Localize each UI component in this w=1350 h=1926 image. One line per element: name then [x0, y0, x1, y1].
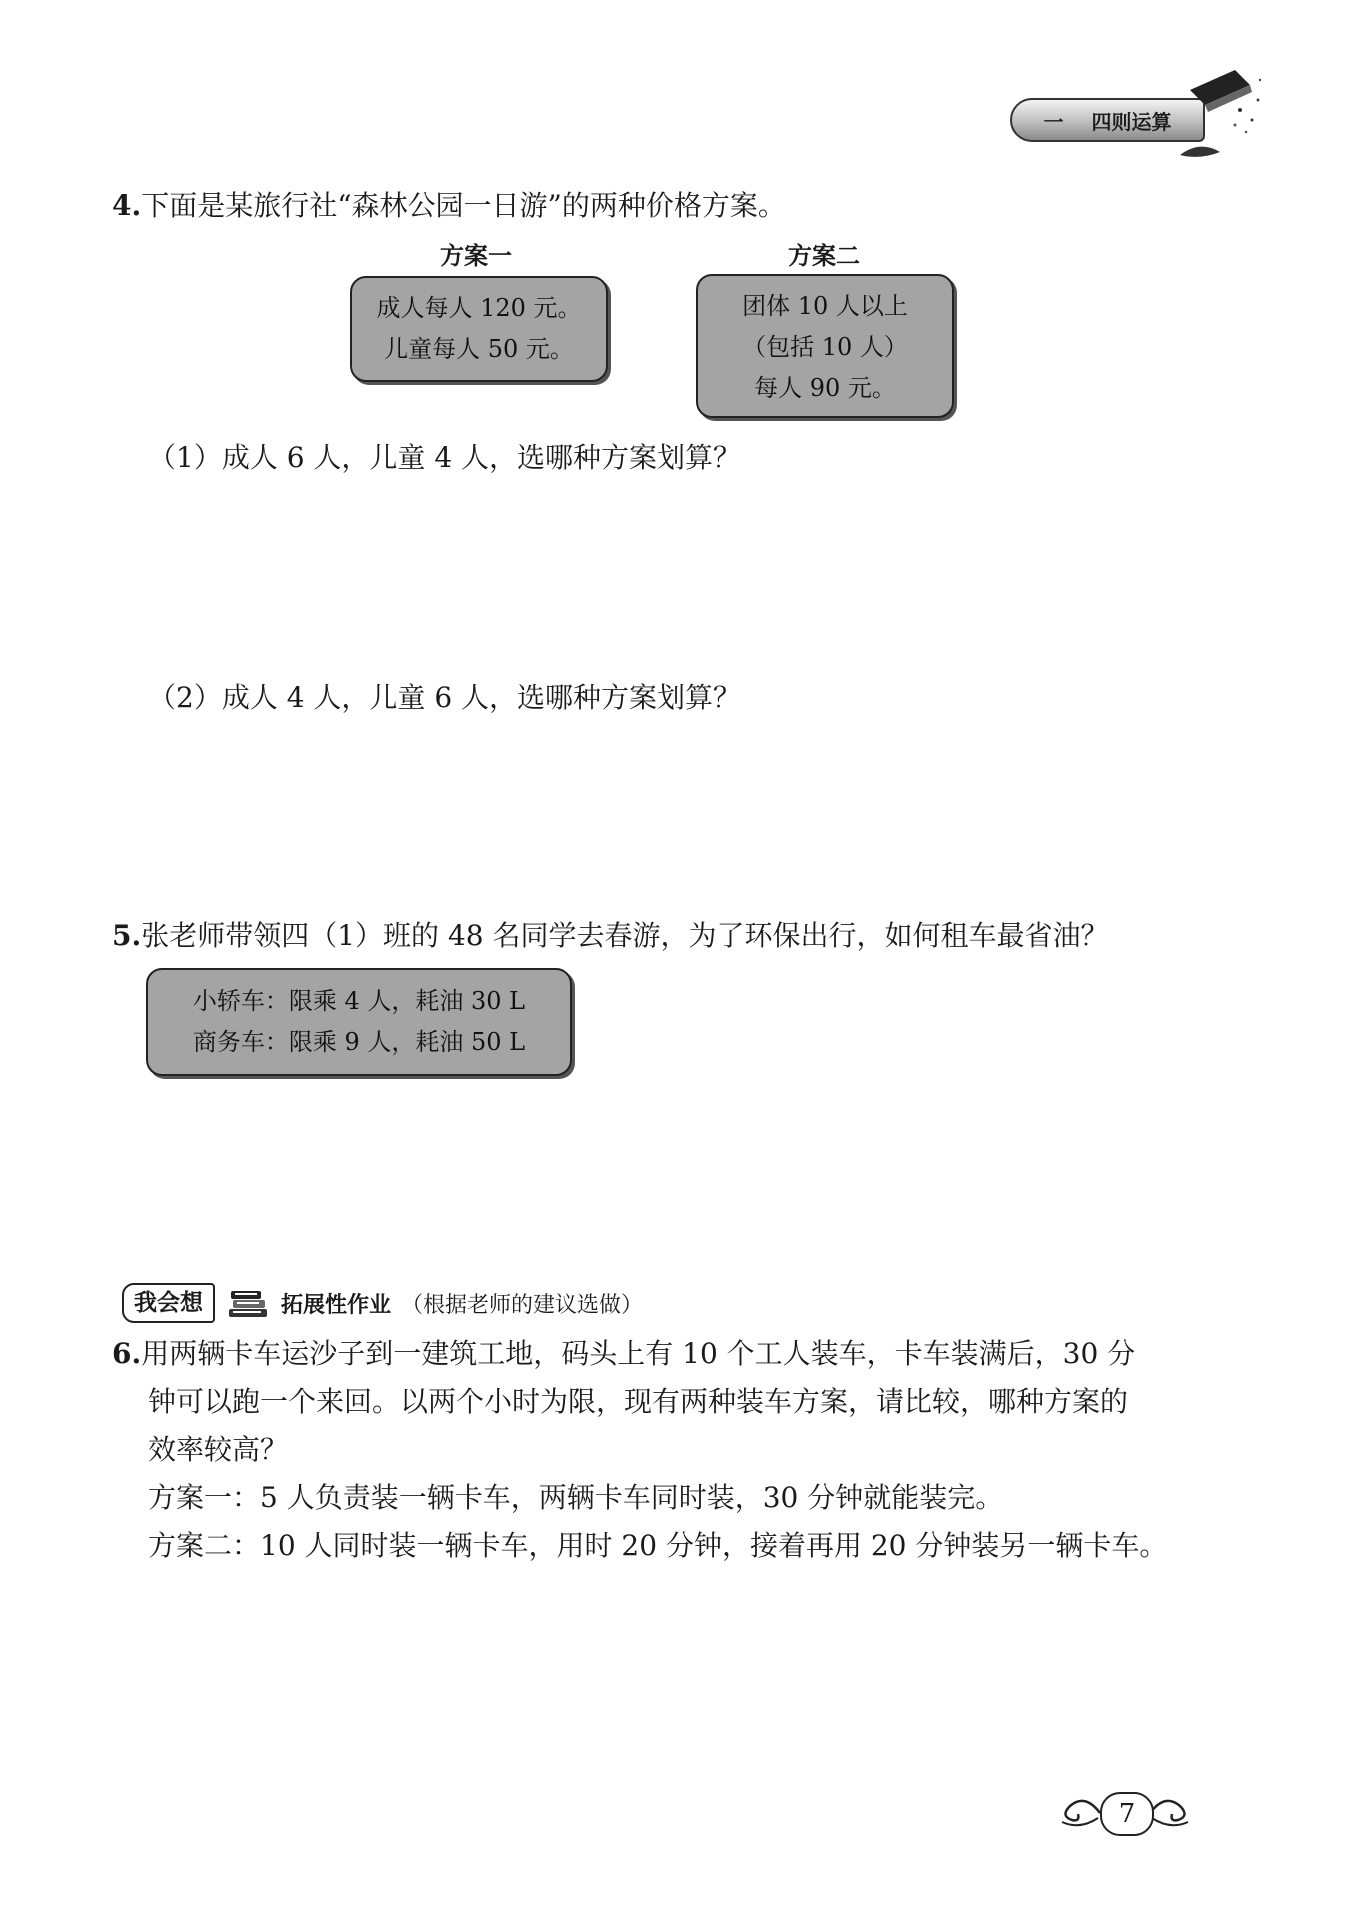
plan-2-box [696, 274, 954, 418]
question-4-number: 4. [112, 189, 142, 222]
plan-1-line: 儿童每人 50 元。 [384, 335, 574, 363]
question-4-sub-2: （2）成人 4 人，儿童 6 人，选哪种方案划算？ [148, 681, 742, 714]
question-5-stem [112, 912, 1108, 960]
question-6-line: 用两辆卡车运沙子到一建筑工地，码头上有 10 个工人装车，卡车装满后，30 分 [141, 1337, 1136, 1370]
question-6-plan-1: 方案一：5 人负责装一辆卡车，两辆卡车同时装，30 分钟就能装完。 [148, 1481, 1004, 1514]
vehicle-line: 小轿车：限乘 4 人，耗油 30 L [192, 987, 526, 1015]
question-4-sub-1: （1）成人 6 人，儿童 4 人，选哪种方案划算？ [148, 441, 742, 474]
page-number: 7 [1100, 1792, 1154, 1836]
question-6-line: 效率较高？ [148, 1433, 289, 1466]
question-6-line: 钟可以跑一个来回。以两个小时为限，现有两种装车方案，请比较，哪种方案的 [148, 1385, 1129, 1418]
question-6-number: 6. [112, 1337, 142, 1370]
books-icon [225, 1285, 271, 1321]
page-number-ornament [1050, 1788, 1200, 1838]
extension-note: （根据老师的建议选做） [401, 1292, 644, 1318]
chapter-title: 四则运算 [1091, 109, 1172, 134]
plan-1-box [350, 276, 608, 382]
plan-2-line: 团体 10 人以上 [742, 292, 908, 320]
plan-1-line: 成人每人 120 元。 [376, 294, 582, 322]
question-5-number: 5. [112, 919, 142, 952]
plan-2-line: （包括 10 人） [742, 333, 908, 361]
extension-title: 拓展性作业 [281, 1292, 392, 1318]
question-5-text: 张老师带领四（1）班的 48 名同学去春游，为了环保出行，如何租车最省油？ [141, 919, 1109, 952]
book-decoration-icon [1180, 60, 1270, 170]
question-4-stem [112, 182, 786, 230]
question-6-plan-2: 方案二：10 人同时装一辆卡车，用时 20 分钟，接着再用 20 分钟装另一辆卡车。 [148, 1529, 1168, 1562]
plan-2-title: 方案二 [788, 242, 860, 270]
extension-tag: 我会想 [122, 1283, 215, 1323]
chapter-banner [1010, 98, 1205, 142]
chapter-number: 一 [1043, 109, 1064, 134]
extension-header [122, 1283, 643, 1323]
vehicle-line: 商务车：限乘 9 人，耗油 50 L [192, 1028, 526, 1056]
question-6 [112, 1330, 1167, 1570]
question-4-text: 下面是某旅行社“森林公园一日游”的两种价格方案。 [141, 189, 786, 222]
plan-2-line: 每人 90 元。 [754, 374, 896, 402]
vehicle-info-box [146, 968, 572, 1076]
plan-1-title: 方案一 [440, 242, 512, 270]
